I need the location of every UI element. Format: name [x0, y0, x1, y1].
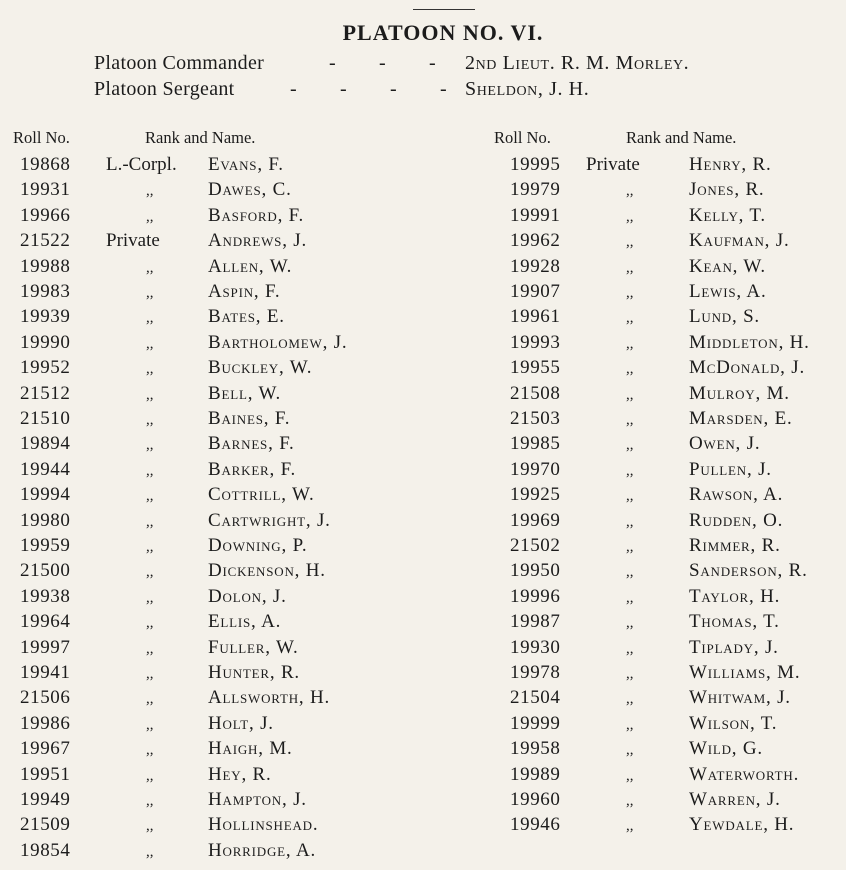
soldier-name: Horridge, A.	[208, 839, 317, 861]
roster-row	[510, 408, 846, 433]
soldier-name: Mulroy, M.	[689, 382, 790, 404]
roll-number: 19988	[20, 255, 71, 277]
roll-number: 19949	[20, 789, 71, 810]
roster-row	[20, 230, 410, 255]
roster-row	[510, 789, 846, 814]
soldier-name: Wild, G.	[689, 738, 763, 760]
ditto-mark: ,,	[146, 742, 154, 759]
ditto-mark: ,,	[146, 818, 154, 835]
officer-role: Platoon Commander	[94, 52, 265, 74]
roster-row	[20, 459, 410, 484]
ditto-mark: ,,	[146, 183, 154, 200]
roster-row	[20, 484, 410, 509]
roster-row	[20, 662, 410, 687]
ditto-mark: ,,	[146, 361, 154, 378]
roll-number: 19939	[20, 306, 71, 328]
ditto-mark: ,,	[626, 437, 634, 454]
ditto-mark: ,,	[626, 793, 634, 809]
ditto-mark: ,,	[146, 462, 154, 479]
soldier-name: Kaufman, J.	[689, 230, 790, 252]
ditto-mark: ,,	[146, 691, 154, 708]
roll-number: 19854	[20, 839, 71, 861]
ditto-mark: ,,	[146, 640, 154, 657]
soldier-name: Aspin, F.	[208, 281, 281, 302]
roster-row	[510, 459, 846, 484]
soldier-name: Barnes, F.	[208, 433, 295, 455]
roster-row	[20, 383, 410, 408]
soldier-name: Haigh, M.	[208, 738, 293, 760]
soldier-name: Bell, W.	[208, 382, 281, 404]
ditto-mark: ,,	[626, 589, 634, 606]
left-header-roll: Roll No.	[13, 128, 70, 147]
ditto-mark: ,,	[626, 818, 634, 835]
ditto-mark: ,,	[626, 513, 634, 530]
roll-number: 19925	[510, 484, 561, 506]
roster-row	[510, 510, 846, 535]
soldier-name: Ellis, A.	[208, 611, 282, 633]
roster-row	[510, 383, 846, 408]
roster-row	[510, 205, 846, 230]
roll-number: 21522	[20, 230, 71, 252]
soldier-name: Downing, P.	[208, 535, 308, 556]
rank: Private	[106, 230, 160, 252]
roll-number: 19962	[510, 230, 561, 252]
ditto-mark: ,,	[146, 335, 154, 352]
roster-row	[510, 281, 846, 306]
roll-number: 19967	[20, 738, 71, 760]
ditto-mark: ,,	[626, 462, 634, 479]
soldier-name: Tiplady, J.	[689, 636, 779, 658]
roster-row	[510, 357, 846, 382]
ditto-mark: ,,	[146, 412, 154, 428]
ditto-mark: ,,	[146, 310, 154, 327]
soldier-name: Wilson, T.	[689, 712, 778, 734]
roll-number: 19990	[20, 331, 71, 353]
ditto-mark: ,,	[146, 843, 154, 860]
roll-number: 21509	[20, 814, 71, 836]
ditto-mark: ,,	[626, 412, 634, 428]
ditto-mark: ,,	[146, 488, 154, 505]
rank: Private	[586, 154, 640, 175]
roster-row	[20, 738, 410, 763]
page-title: PLATOON NO. VI.	[342, 20, 544, 45]
ditto-mark: ,,	[626, 285, 634, 301]
roster-row	[20, 637, 410, 662]
roll-number: 21510	[20, 408, 71, 429]
roster-row	[510, 256, 846, 281]
roster-row	[510, 586, 846, 611]
roll-number: 19930	[510, 636, 561, 658]
roster-row	[510, 560, 846, 585]
ditto-mark: ,,	[626, 666, 634, 682]
soldier-name: McDonald, J.	[689, 357, 806, 379]
leader-dashes: - - -	[329, 52, 436, 74]
roll-number: 19868	[20, 154, 71, 175]
ditto-mark: ,,	[146, 615, 154, 632]
roll-number: 19950	[510, 560, 561, 582]
soldier-name: Lund, S.	[689, 306, 760, 328]
soldier-name: Waterworth.	[689, 763, 800, 785]
soldier-name: Sanderson, R.	[689, 560, 808, 582]
soldier-name: Rimmer, R.	[689, 535, 781, 556]
soldier-name: Owen, J.	[689, 433, 761, 455]
soldier-name: Barker, F.	[208, 458, 297, 480]
officer-line-commander	[94, 52, 814, 78]
soldier-name: Warren, J.	[689, 789, 781, 810]
roll-number: 19970	[510, 458, 561, 480]
soldier-name: Taylor, H.	[689, 585, 781, 607]
soldier-name: Marsden, E.	[689, 408, 793, 429]
roster-row	[20, 764, 410, 789]
ditto-mark: ,,	[146, 539, 154, 555]
ditto-mark: ,,	[626, 335, 634, 352]
roll-number: 19969	[510, 509, 561, 531]
roster-row	[510, 713, 846, 738]
ditto-mark: ,,	[146, 437, 154, 454]
roll-number: 19960	[510, 789, 561, 810]
ditto-mark: ,,	[146, 666, 154, 682]
roster-row	[510, 814, 846, 839]
roll-number: 19995	[510, 154, 561, 175]
roster-row	[20, 408, 410, 433]
roster-row	[510, 332, 846, 357]
ditto-mark: ,,	[626, 234, 634, 251]
ditto-mark: ,,	[146, 716, 154, 733]
ditto-mark: ,,	[626, 183, 634, 200]
ditto-mark: ,,	[146, 259, 154, 276]
soldier-name: Lewis, A.	[689, 281, 767, 302]
ditto-mark: ,,	[146, 513, 154, 530]
roll-number: 19989	[510, 763, 561, 785]
soldier-name: Andrews, J.	[208, 230, 308, 252]
roll-number: 21500	[20, 560, 71, 582]
roster-row	[20, 433, 410, 458]
soldier-name: Hunter, R.	[208, 662, 300, 683]
ditto-mark: ,,	[626, 767, 634, 784]
roster-row	[20, 535, 410, 560]
ditto-mark: ,,	[146, 589, 154, 606]
ditto-mark: ,,	[626, 361, 634, 378]
ditto-mark: ,,	[146, 208, 154, 225]
roll-number: 21503	[510, 408, 561, 429]
leader-dashes: - - - -	[290, 78, 447, 100]
roll-number: 19952	[20, 357, 71, 379]
roll-number: 19996	[510, 585, 561, 607]
officer-name: 2nd Lieut. R. M. Morley.	[465, 52, 690, 74]
ditto-mark: ,,	[146, 793, 154, 809]
roster-row	[510, 637, 846, 662]
soldier-name: Dawes, C.	[208, 179, 292, 201]
soldier-name: Cartwright, J.	[208, 509, 331, 531]
soldier-name: Thomas, T.	[689, 611, 780, 633]
roll-number: 19991	[510, 204, 561, 226]
roster-row	[20, 281, 410, 306]
soldier-name: Rudden, O.	[689, 509, 784, 531]
soldier-name: Baines, F.	[208, 408, 291, 429]
soldier-name: Kean, W.	[689, 255, 766, 277]
rank: L.-Corpl.	[106, 154, 177, 175]
roster-row	[20, 332, 410, 357]
ditto-mark: ,,	[146, 767, 154, 784]
soldier-name: Basford, F.	[208, 204, 305, 226]
soldier-name: Dolon, J.	[208, 585, 287, 607]
roster-row	[20, 586, 410, 611]
soldier-name: Cottrill, W.	[208, 484, 315, 506]
roll-number: 19938	[20, 585, 71, 607]
top-rule	[413, 9, 475, 10]
officer-line-sergeant	[94, 78, 814, 104]
ditto-mark: ,,	[146, 285, 154, 301]
roster-row	[510, 179, 846, 204]
roster-row	[510, 535, 846, 560]
roster-row	[20, 510, 410, 535]
roster-row	[510, 738, 846, 763]
roster-row	[20, 840, 410, 865]
roll-number: 19946	[510, 814, 561, 836]
roll-number: 19961	[510, 306, 561, 328]
roll-number: 19964	[20, 611, 71, 633]
soldier-name: Williams, M.	[689, 662, 801, 683]
soldier-name: Middleton, H.	[689, 331, 810, 353]
roll-number: 19931	[20, 179, 71, 201]
soldier-name: Hampton, J.	[208, 789, 307, 810]
soldier-name: Holt, J.	[208, 712, 274, 734]
roll-number: 19941	[20, 662, 71, 683]
roll-number: 19907	[510, 281, 561, 302]
roster-row	[20, 789, 410, 814]
roll-number: 19994	[20, 484, 71, 506]
roster-row	[510, 687, 846, 712]
roll-number: 21506	[20, 687, 71, 709]
roster-row	[20, 179, 410, 204]
ditto-mark: ,,	[146, 386, 154, 403]
roster-row	[510, 484, 846, 509]
roll-number: 19987	[510, 611, 561, 633]
roster-row	[510, 433, 846, 458]
ditto-mark: ,,	[626, 716, 634, 733]
roster-row	[20, 713, 410, 738]
roster-row	[20, 814, 410, 839]
roster-row	[510, 611, 846, 636]
roll-number: 19980	[20, 509, 71, 531]
ditto-mark: ,,	[626, 539, 634, 555]
soldier-name: Yewdale, H.	[689, 814, 795, 836]
roll-number: 19983	[20, 281, 71, 302]
soldier-name: Jones, R.	[689, 179, 765, 201]
roll-number: 19951	[20, 763, 71, 785]
roll-number: 21502	[510, 535, 561, 556]
ditto-mark: ,,	[626, 488, 634, 505]
roll-number: 19999	[510, 712, 561, 734]
roll-number: 19978	[510, 662, 561, 683]
roll-number: 19958	[510, 738, 561, 760]
roster-row	[20, 611, 410, 636]
right-header-roll: Roll No.	[494, 128, 551, 147]
roll-number: 21512	[20, 382, 71, 404]
ditto-mark: ,,	[626, 742, 634, 759]
ditto-mark: ,,	[626, 386, 634, 403]
soldier-name: Whitwam, J.	[689, 687, 791, 709]
ditto-mark: ,,	[146, 564, 154, 581]
roll-number: 21508	[510, 382, 561, 404]
soldier-name: Henry, R.	[689, 154, 772, 175]
officer-name: Sheldon, J. H.	[465, 78, 590, 100]
soldier-name: Rawson, A.	[689, 484, 784, 506]
roster-row	[20, 154, 410, 179]
roll-number: 19979	[510, 179, 561, 201]
soldier-name: Allsworth, H.	[208, 687, 331, 709]
roster-row	[20, 205, 410, 230]
soldier-name: Hey, R.	[208, 763, 272, 785]
ditto-mark: ,,	[626, 310, 634, 327]
roll-number: 19997	[20, 636, 71, 658]
soldier-name: Pullen, J.	[689, 458, 772, 480]
roster-row	[510, 764, 846, 789]
roll-number: 19928	[510, 255, 561, 277]
ditto-mark: ,,	[626, 564, 634, 581]
roster-row	[20, 560, 410, 585]
ditto-mark: ,,	[626, 208, 634, 225]
soldier-name: Kelly, T.	[689, 204, 766, 226]
ditto-mark: ,,	[626, 691, 634, 708]
soldier-name: Bartholomew, J.	[208, 331, 348, 353]
roster-row	[20, 357, 410, 382]
roll-number: 19959	[20, 535, 71, 556]
ditto-mark: ,,	[626, 615, 634, 632]
roll-number: 19955	[510, 357, 561, 379]
soldier-name: Bates, E.	[208, 306, 285, 328]
roll-number: 21504	[510, 687, 561, 709]
left-header-rank-name: Rank and Name.	[145, 128, 256, 147]
soldier-name: Allen, W.	[208, 255, 293, 277]
roll-number: 19985	[510, 433, 561, 455]
roster-row	[510, 230, 846, 255]
soldier-name: Fuller, W.	[208, 636, 299, 658]
roster-row	[510, 662, 846, 687]
roster-row	[510, 154, 846, 179]
roster-row	[510, 306, 846, 331]
roll-number: 19993	[510, 331, 561, 353]
ditto-mark: ,,	[626, 259, 634, 276]
roster-row	[20, 256, 410, 281]
roster-row	[20, 687, 410, 712]
roll-number: 19944	[20, 458, 71, 480]
soldier-name: Buckley, W.	[208, 357, 313, 379]
soldier-name: Evans, F.	[208, 154, 284, 175]
officer-role: Platoon Sergeant	[94, 78, 235, 100]
roll-number: 19894	[20, 433, 71, 455]
right-header-rank-name: Rank and Name.	[626, 128, 737, 147]
ditto-mark: ,,	[626, 640, 634, 657]
roll-number: 19966	[20, 204, 71, 226]
roster-row	[20, 306, 410, 331]
soldier-name: Dickenson, H.	[208, 560, 326, 582]
roll-number: 19986	[20, 712, 71, 734]
soldier-name: Hollinshead.	[208, 814, 319, 836]
